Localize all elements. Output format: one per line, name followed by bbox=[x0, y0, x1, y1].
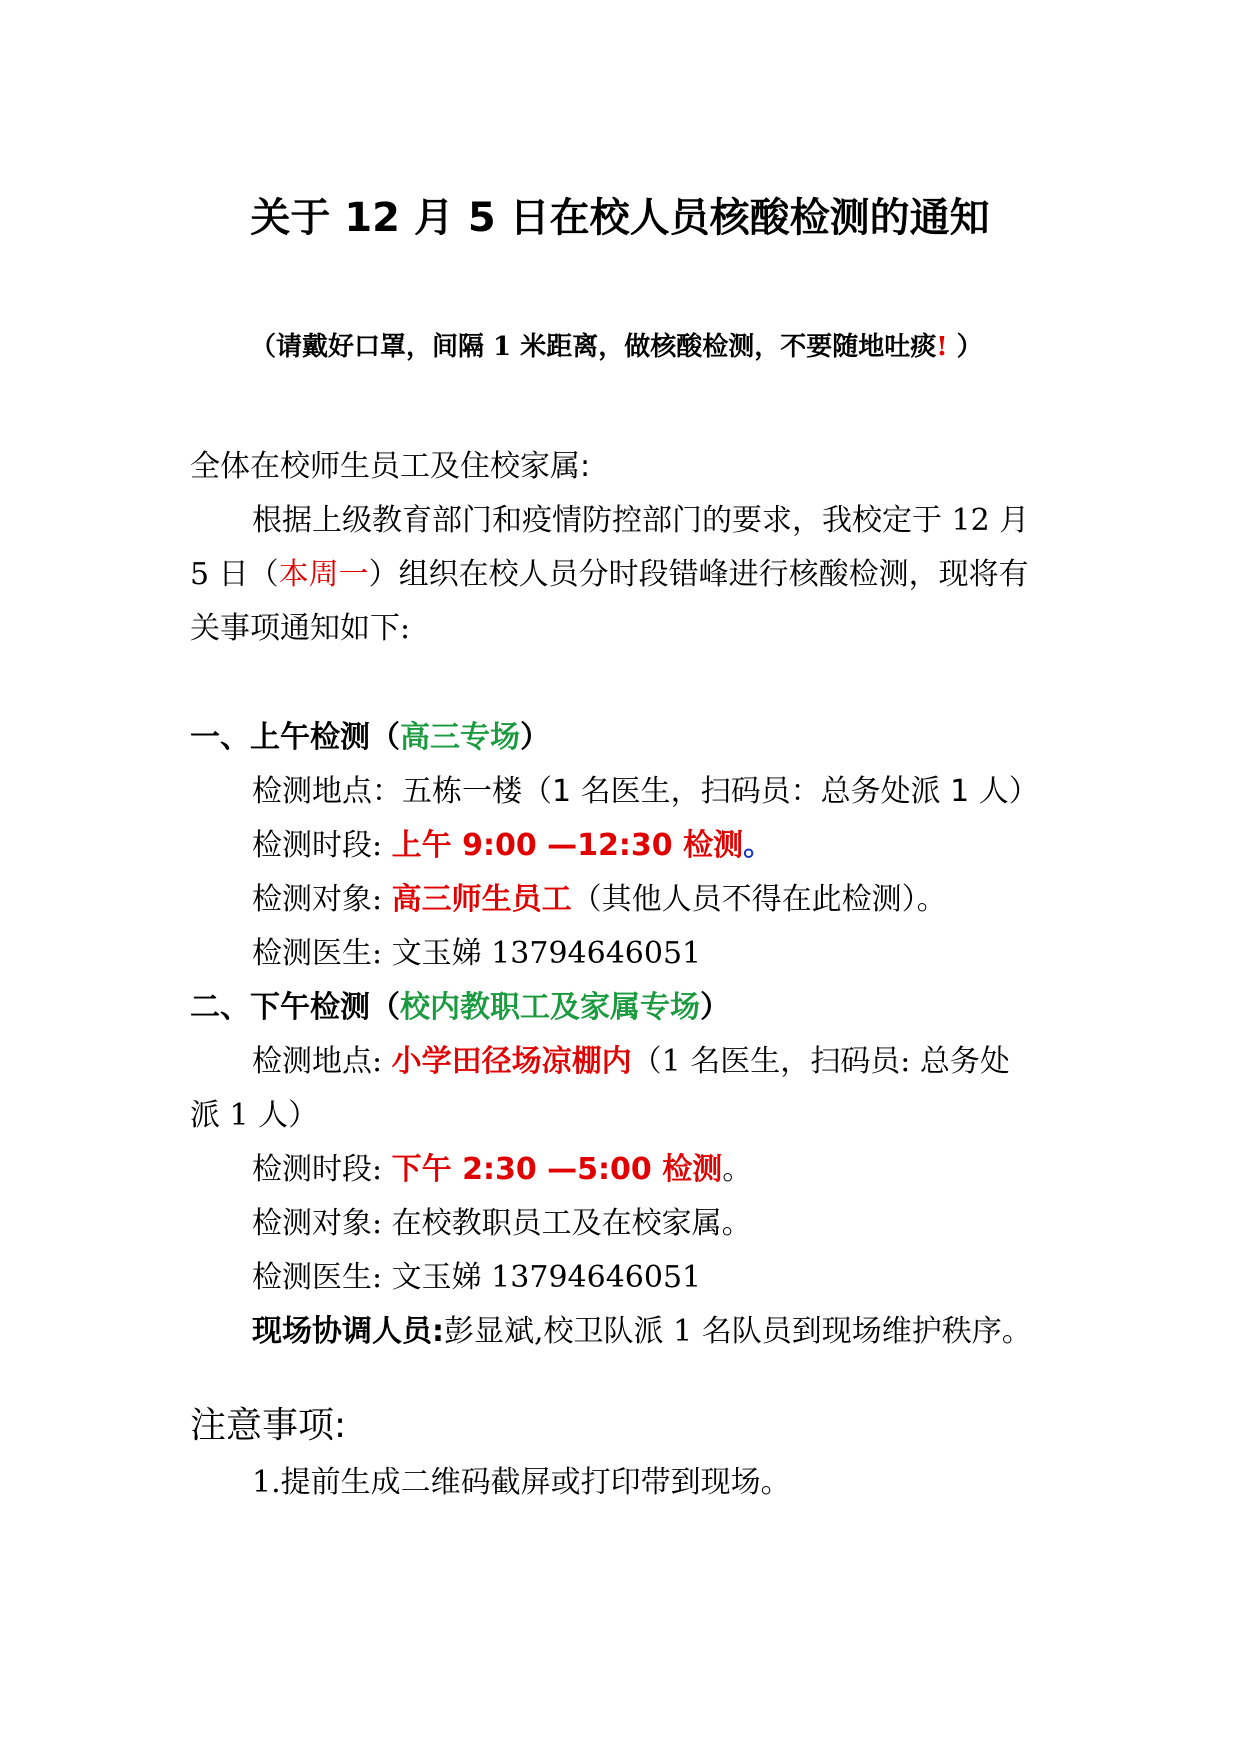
section2-location-continued: 派 1 人） bbox=[190, 1098, 319, 1133]
section2-time bbox=[252, 1152, 753, 1187]
section1-target-rest: （其他人员不得在此检测）。 bbox=[571, 882, 947, 917]
section1-target-value: 高三师生员工 bbox=[391, 882, 572, 917]
section2-time-label: 检测时段: bbox=[252, 1152, 392, 1187]
section2-coordinator bbox=[252, 1314, 1032, 1349]
section1-heading-highlight: 高三专场 bbox=[400, 720, 520, 755]
section1-heading-label: 一、上午检测（ bbox=[190, 720, 400, 755]
section2-location bbox=[252, 1044, 1010, 1079]
section2-heading-highlight: 校内教职工及家属专场 bbox=[400, 990, 700, 1025]
intro-line-2 bbox=[190, 557, 1029, 592]
salutation: 全体在校师生员工及住校家属: bbox=[190, 449, 591, 484]
section2-heading-label: 二、下午检测（ bbox=[190, 990, 400, 1025]
section1-time-value: 上午 9:00 —12:30 检测 bbox=[391, 828, 744, 863]
section1-target bbox=[252, 882, 947, 917]
intro-line-3: 关事项通知如下: bbox=[190, 611, 411, 646]
section1-time-label: 检测时段: bbox=[252, 828, 392, 863]
section2-heading-close: ） bbox=[700, 990, 730, 1025]
section2-coordinator-label: 现场协调人员: bbox=[252, 1314, 444, 1349]
reminder-line bbox=[250, 334, 983, 360]
intro-rest: ）组织在校人员分时段错峰进行核酸检测，现将有 bbox=[368, 557, 1029, 592]
section1-time bbox=[252, 828, 774, 863]
reminder-exclamation: ! bbox=[936, 332, 948, 362]
section1-location: 检测地点：五栋一楼（1 名医生，扫码员：总务处派 1 人） bbox=[252, 774, 1039, 809]
section2-coordinator-value: 彭显斌,校卫队派 1 名队员到现场维护秩序。 bbox=[444, 1314, 1032, 1349]
intro-weekday-highlight: 本周一 bbox=[278, 557, 369, 592]
reminder-text: （请戴好口罩，间隔 1 米距离，做核酸检测，不要随地吐痰 bbox=[250, 332, 937, 362]
section2-time-end: 。 bbox=[722, 1152, 753, 1187]
intro-line-1: 根据上级教育部门和疫情防控部门的要求，我校定于 12 月 bbox=[252, 503, 1030, 538]
section2-location-rest: （1 名医生，扫码员: 总务处 bbox=[631, 1044, 1010, 1079]
section1-heading-close: ） bbox=[520, 720, 550, 755]
section2-location-value: 小学田径场凉棚内 bbox=[391, 1044, 632, 1079]
section2-target: 检测对象: 在校教职员工及在校家属。 bbox=[252, 1206, 752, 1241]
section2-location-label: 检测地点: bbox=[252, 1044, 392, 1079]
section2-doctor: 检测医生: 文玉娣 13794646051 bbox=[252, 1260, 702, 1295]
notes-heading: 注意事项: bbox=[190, 1405, 347, 1446]
notes-item-1: 1.提前生成二维码截屏或打印带到现场。 bbox=[252, 1465, 791, 1500]
section1-heading bbox=[190, 720, 550, 755]
document-title: 关于 12 月 5 日在校人员核酸检测的通知 bbox=[250, 195, 990, 241]
section2-time-value: 下午 2:30 —5:00 检测 bbox=[391, 1152, 723, 1187]
section2-heading bbox=[190, 990, 730, 1025]
section1-doctor: 检测医生: 文玉娣 13794646051 bbox=[252, 936, 702, 971]
section1-time-end: 。 bbox=[743, 828, 774, 863]
intro-date: 5 日（ bbox=[190, 557, 279, 592]
section1-target-label: 检测对象: bbox=[252, 882, 392, 917]
reminder-close: ） bbox=[947, 332, 983, 362]
